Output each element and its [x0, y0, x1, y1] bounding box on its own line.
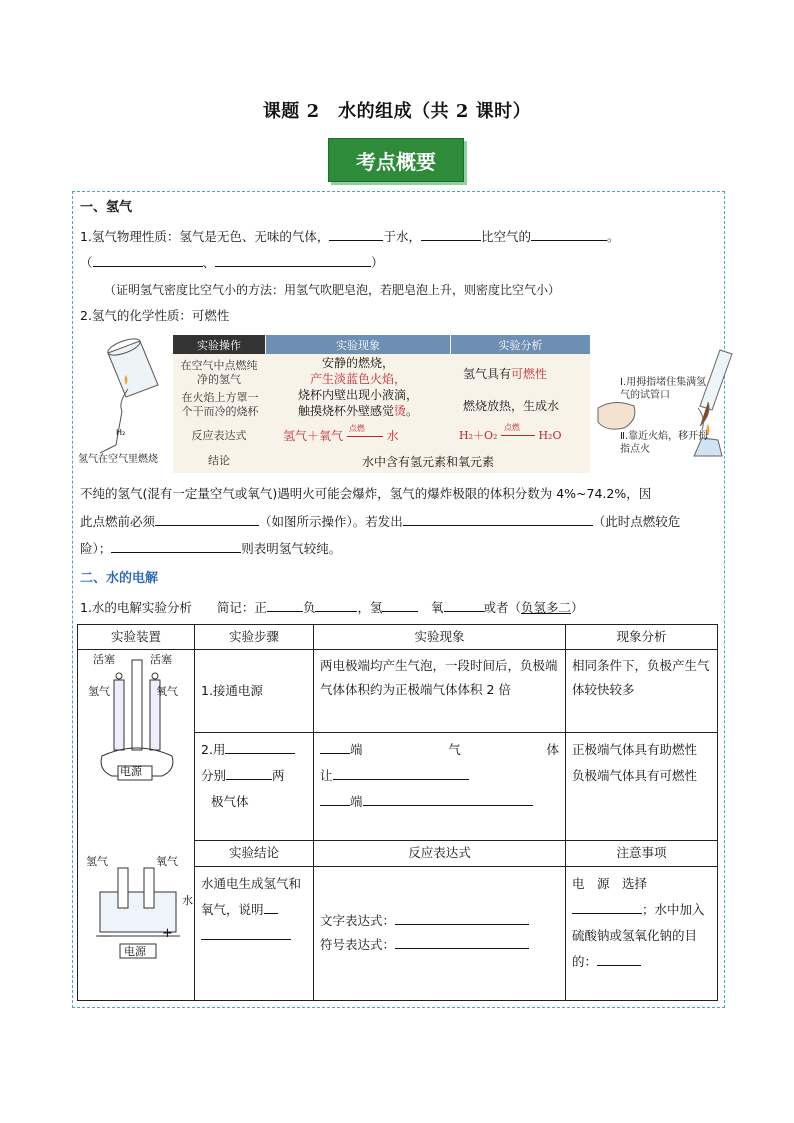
- section1-heading: 一、氢气: [80, 200, 133, 215]
- conclusion-cell: 水通电生成氢气和氧气，说明: [195, 866, 314, 1000]
- section-badge: 考点概要: [328, 138, 464, 182]
- power-label-bottom: 电源: [124, 945, 146, 958]
- o2-label-bottom: 氧气: [156, 855, 178, 868]
- power-label-top: 电源: [120, 765, 142, 778]
- th-phenomenon: 实验现象: [314, 625, 566, 650]
- water-label: 水: [182, 894, 193, 907]
- phenomenon-1: 两电极端均产生气泡，一段时间后，负极端气体体积约为正极端气体体积 2 倍: [314, 650, 566, 733]
- section2-heading: 二、水的电解: [80, 571, 159, 586]
- page-title: 课题 2 水的组成（共 2 课时）: [262, 101, 532, 122]
- step-2: 2.用 分别 两 极气体: [195, 733, 314, 841]
- op-ignite: 在空气中点燃纯净的氢气: [180, 359, 258, 386]
- op-conclusion: 结论: [208, 454, 230, 467]
- header-analysis: 实验分析: [451, 335, 590, 354]
- impure-hydrogen-line2: 此点燃前必须 （如图所示操作）。若发出 （此时点燃较危: [80, 511, 680, 532]
- analysis-flammable: 氢气具有可燃性: [463, 367, 548, 381]
- analysis-1: 相同条件下，负极产生气体较快较多: [566, 650, 718, 733]
- h2-label-top: 氢气: [88, 685, 110, 698]
- h2-label: H₂: [116, 428, 126, 437]
- minus-label: —: [100, 929, 111, 942]
- header-phenomenon: 实验现象: [266, 335, 450, 354]
- notes-cell: 电 源 选择；水中加入硫酸钠或氢氧化钠的目的：: [566, 866, 718, 1000]
- conclusion-text: 水中含有氢元素和氧元素: [361, 455, 494, 469]
- o2-label-top: 氧气: [156, 685, 178, 698]
- step-1: 1.接通电源: [195, 650, 314, 733]
- hydrogen-burning-figure: [80, 333, 170, 463]
- expression-cell: 文字表达式： 符号表达式：: [314, 866, 566, 1000]
- th-notes: 注意事项: [566, 841, 718, 866]
- fig-left-caption: 氢气在空气里燃烧: [78, 454, 158, 465]
- h2-label-bottom: 氢气: [86, 855, 108, 868]
- header-operation: 实验操作: [173, 335, 265, 354]
- analysis-2: 正极端气体具有助燃性 负极端气体具有可燃性: [566, 733, 718, 841]
- symbol-equation: H₂＋O₂ 点燃 H₂O: [459, 423, 562, 442]
- valve-right-label: 活塞: [150, 653, 172, 666]
- combustion-table: [173, 335, 590, 473]
- th-steps: 实验步骤: [195, 625, 314, 650]
- impure-hydrogen-line1: 不纯的氢气(混有一定量空气或氧气)遇明火可能会爆炸，氢气的爆炸极限的体积分数为 4%~74.2%，因: [80, 486, 652, 501]
- plus-label: +: [162, 926, 173, 941]
- physical-property-line: 1.氢气物理性质：氢气是无色、无味的气体， 于水， 比空气的 。: [80, 226, 619, 247]
- electrolysis-analysis-line: 1.水的电解实验分析 简记：正 负 ，氢 氧 或者（负氢多二）: [80, 597, 584, 618]
- op-expression: 反应表达式: [191, 429, 247, 442]
- density-note: （证明氢气密度比空气小的方法：用氢气吹肥皂泡，若肥皂泡上升，则密度比空气小）: [104, 283, 561, 297]
- op-beaker: 在火焰上方罩一个干而冷的烧杯: [181, 391, 259, 418]
- impure-hydrogen-line3: 险）； 则表明氢气较纯。: [80, 538, 341, 559]
- th-analysis: 现象分析: [566, 625, 718, 650]
- valve-left-label: 活塞: [93, 653, 115, 666]
- analysis-heat: 燃烧放热，生成水: [463, 399, 560, 413]
- physical-property-blanks: （ 、 ）: [80, 252, 384, 273]
- phenomenon-2: 端 气 体 让 端: [314, 733, 566, 841]
- electrolysis-table: [77, 624, 718, 1001]
- word-equation: 氢气＋氧气 点燃 水: [283, 424, 399, 443]
- fig-right-step1: Ⅰ.用拇指堵住集满氢气的试管口: [620, 377, 707, 401]
- fig-right-step2: Ⅱ.靠近火焰，移开拇指点火: [620, 431, 709, 455]
- chemical-property: 2.氢气的化学性质：可燃性: [80, 308, 230, 323]
- th-apparatus: 实验装置: [78, 625, 195, 650]
- apparatus-cell: [78, 650, 195, 1001]
- phenomenon-text: 安静的燃烧， 产生淡蓝色火焰， 烧杯内壁出现小液滴， 触摸烧杯外壁感觉烫。: [297, 356, 419, 418]
- th-expression: 反应表达式: [314, 841, 566, 866]
- th-conclusion: 实验结论: [195, 841, 314, 866]
